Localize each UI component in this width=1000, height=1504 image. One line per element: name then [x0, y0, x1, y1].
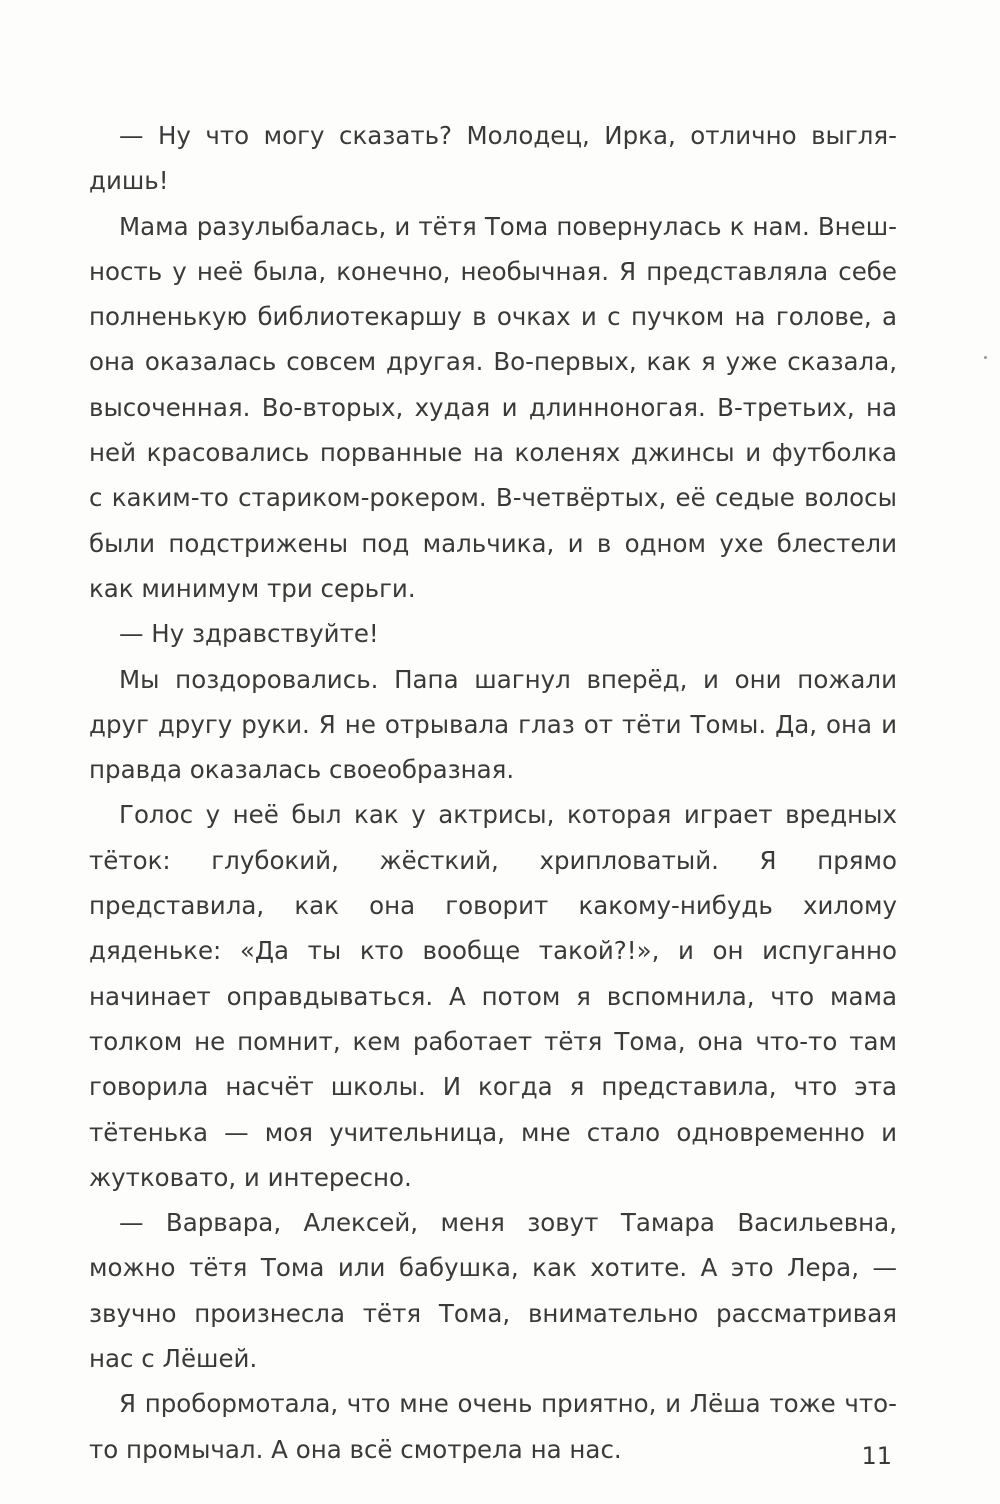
margin-speck	[984, 356, 987, 359]
page-number: 11	[861, 1442, 892, 1470]
paragraph-7: Я пробормотала, что мне очень приятно, и Лёша тоже что-то промычал. А она всё смотрела на нас.	[89, 1389, 897, 1464]
paragraph-5: Голос у неё был как у актрисы, которая играет вредных тёток: глубокий, жёсткий, хрипловатый. Я прямо представила, как она говорит какому-нибудь хилому дяденьке: «Да ты кто вообще такой?!», и он испуганно начинает оправдываться. А потом я вспомнила, что мама толком не помнит, кем работает тётя Тома, она что-то там говорила насчёт школы. И когда я представила, что эта тётенька — моя учительница, мне стало одновременно и жутковато, и интересно.	[89, 800, 897, 1192]
paragraph-6: — Варвара, Алексей, меня зовут Тамара Васильевна, можно тётя Тома или бабушка, как хотите. А это Лера, — звучно произнесла тётя Тома, внимательно рассматривая нас с Лёшей.	[89, 1208, 897, 1374]
paragraph-1: — Ну что могу сказать? Молодец, Ирка, отлично выглядишь!	[89, 121, 897, 196]
paragraph-2: Мама разулыбалась, и тётя Тома повернулась к нам. Внешность у неё была, конечно, необычная. Я представляла себе полненькую библиотекаршу в очках и с пучком на голове, а она оказалась совсем другая. Во-первых, как я уже сказала, высоченная. Во-вторых, худая и длинноногая. В-третьих, на ней красовались порванные на коленях джинсы и футболка с каким-то стариком-рокером. В-четвёртых, её седые волосы были подстрижены под мальчика, и в одном ухе блестели как минимум три серьги.	[89, 211, 897, 603]
text-column	[89, 113, 897, 1472]
paragraph-4: Мы поздоровались. Папа шагнул вперёд, и они пожали друг другу руки. Я не отрывала глаз от тёти Томы. Да, она и правда оказалась своеобразная.	[89, 664, 897, 785]
paragraph-3: — Ну здравствуйте!	[119, 619, 379, 649]
